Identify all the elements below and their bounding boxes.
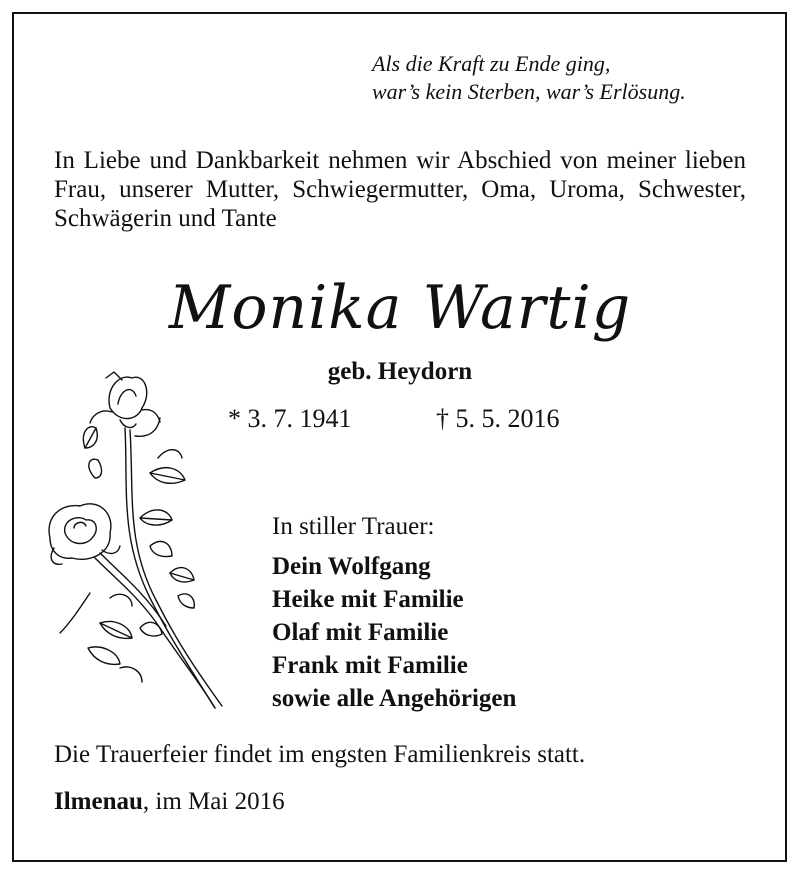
place-date: , im Mai 2016 [142, 788, 285, 815]
motto-line-1: Als die Kraft zu Ende ging, [372, 51, 611, 76]
maiden-name: geb. Heydorn [327, 358, 473, 385]
mourner-name: Frank mit Familie [272, 652, 468, 679]
death-date: † 5. 5. 2016 [436, 404, 560, 433]
birth-date: * 3. 7. 1941 [228, 404, 352, 433]
deceased-name: Monika Wartig [168, 273, 632, 343]
mourner-name: Heike mit Familie [272, 586, 464, 613]
mourner-name: Dein Wolfgang [272, 553, 431, 580]
rose-illustration-icon [40, 368, 240, 718]
place-date-line [54, 787, 285, 817]
intro-text: In Liebe und Dankbarkeit nehmen wir Abschied von meiner lieben Frau, unserer Mutter, Schwiegermutter, Oma, Uroma, Schwester, Schwägerin und Tante [54, 147, 746, 232]
motto-verse [372, 50, 686, 106]
mourning-label: In stiller Trauer: [272, 513, 435, 540]
motto-line-2: war’s kein Sterben, war’s Erlösung. [372, 79, 686, 104]
funeral-notice: Die Trauerfeier findet im engsten Familienkreis statt. [54, 741, 586, 768]
mourner-name: Olaf mit Familie [272, 619, 449, 646]
place-city: Ilmenau [54, 788, 143, 815]
mourners-list [272, 550, 516, 715]
mourner-name: sowie alle Angehörigen [272, 685, 517, 712]
